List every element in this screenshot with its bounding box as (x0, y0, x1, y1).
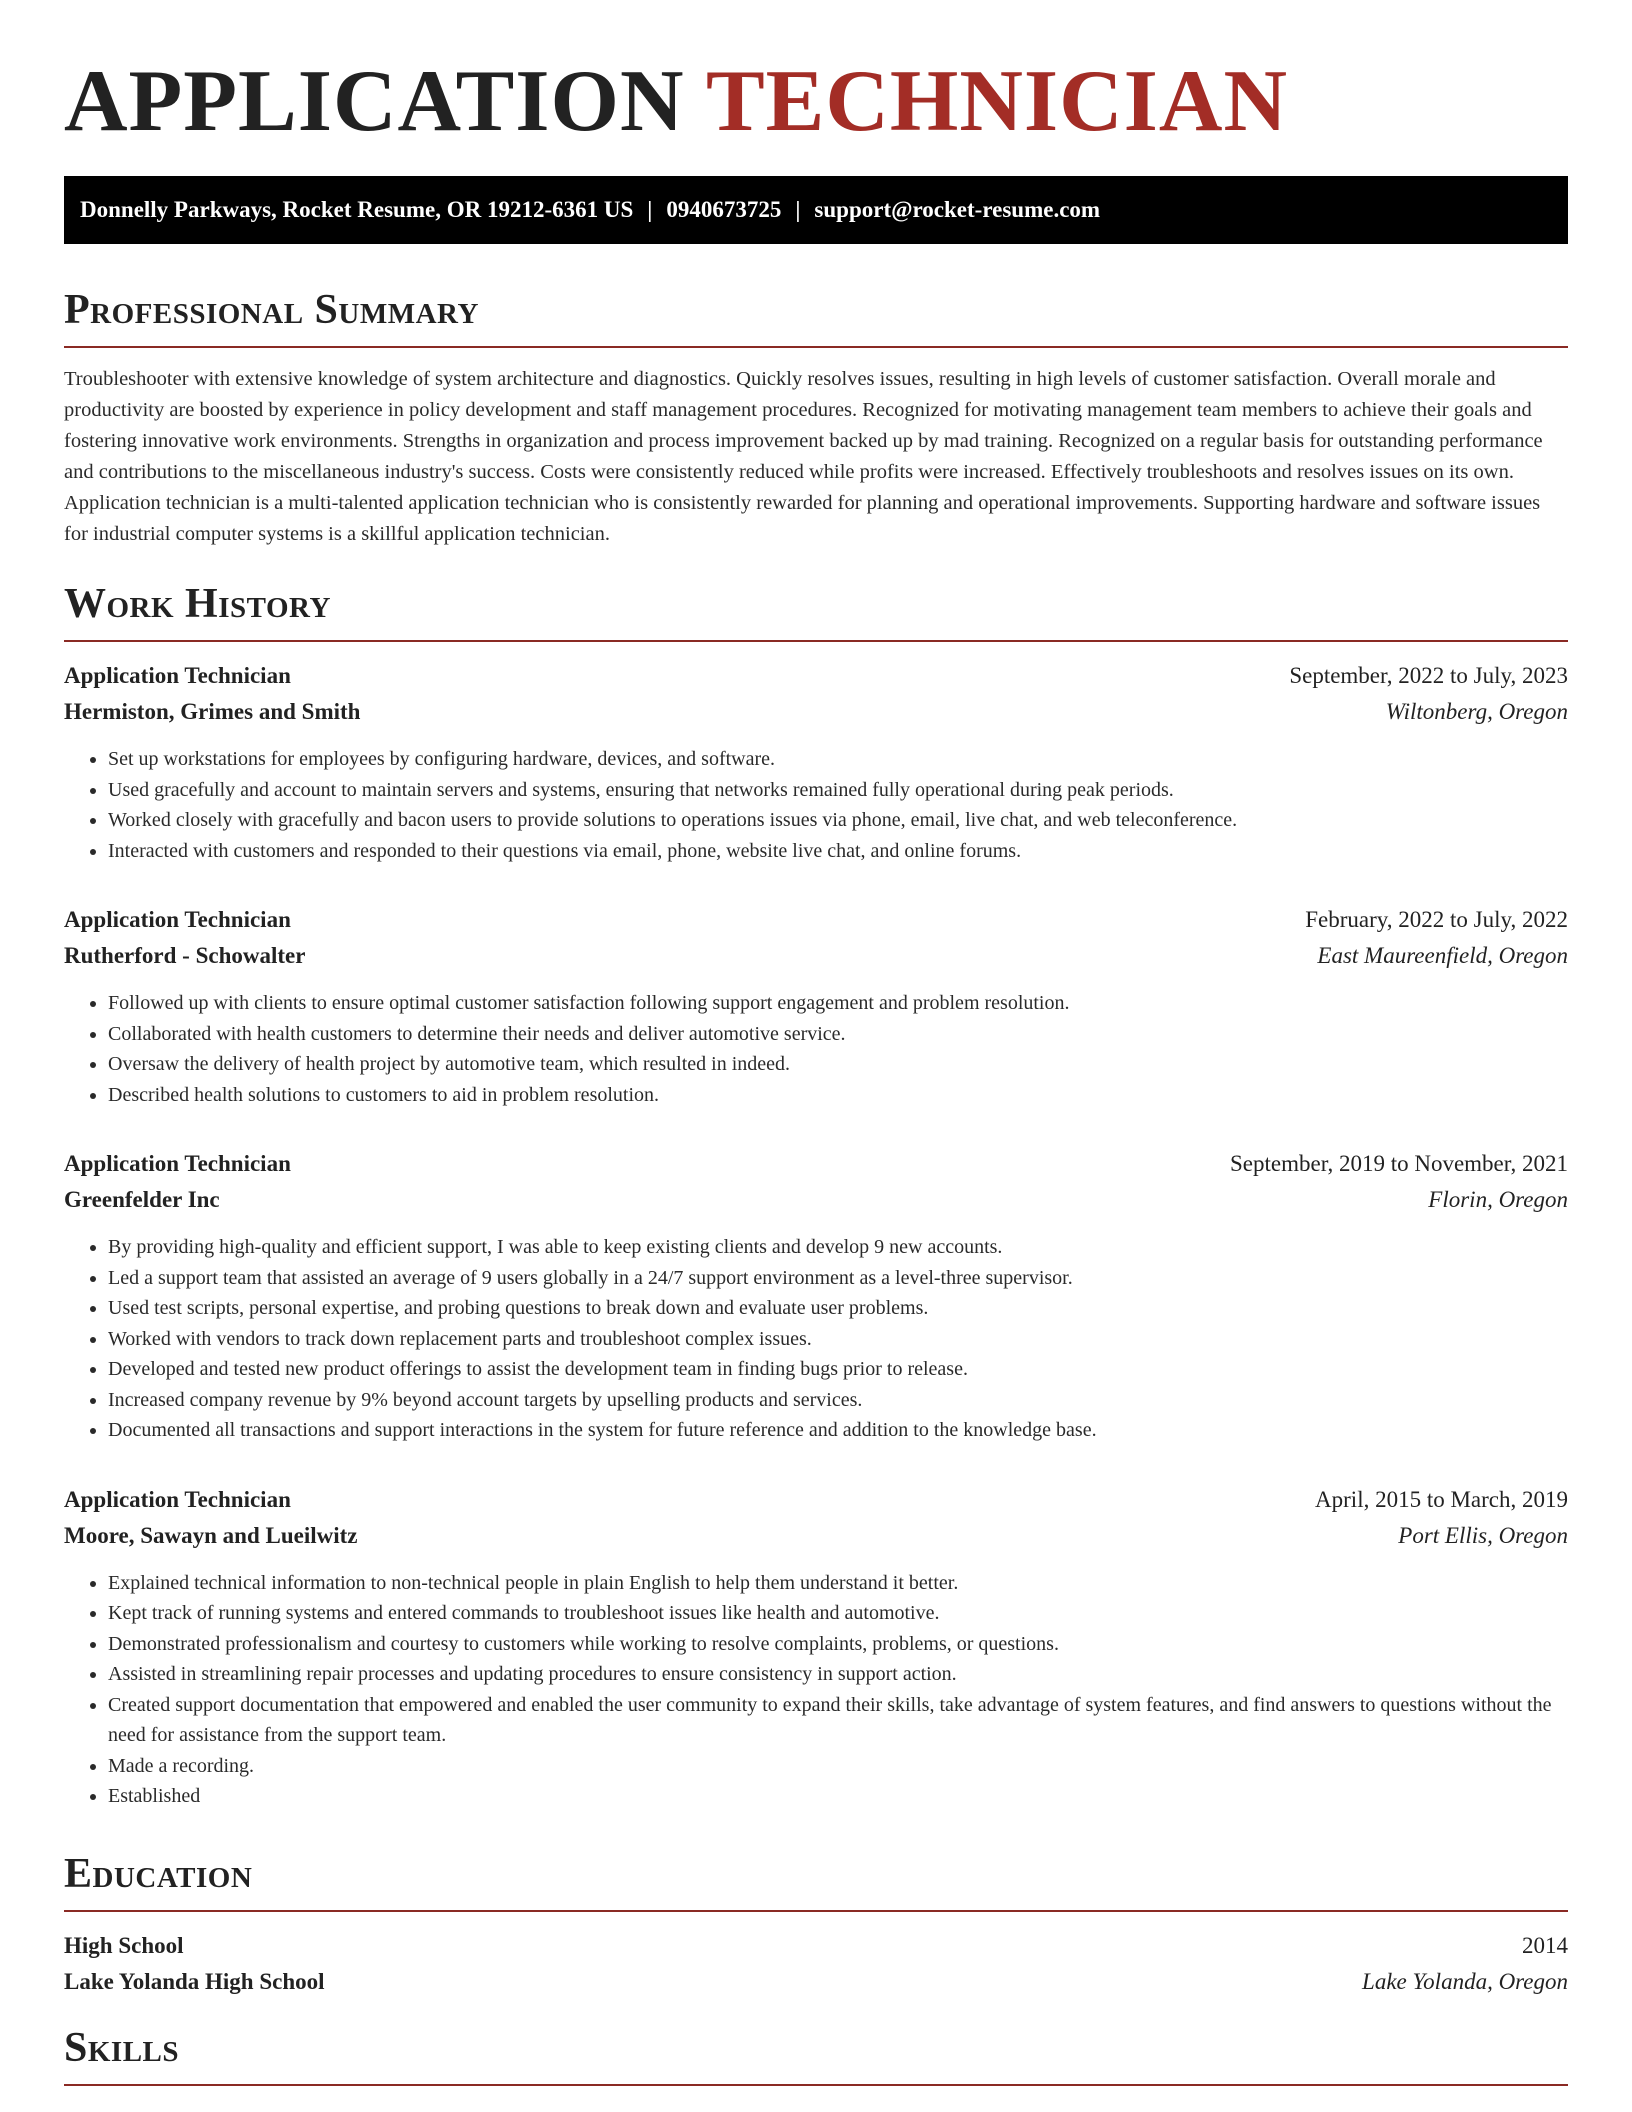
job-company: Rutherford - Schowalter (64, 943, 306, 968)
job-bullet: • Used test scripts, personal expertise, and probing questions to break down and evaluate user problems. (108, 1293, 1568, 1324)
job-header-row (64, 1482, 1568, 1518)
job-bullet: • By providing high-quality and efficient support, I was able to keep existing clients and develop 9 new accounts. (108, 1232, 1568, 1263)
education-location: Lake Yolanda, Oregon (1362, 1968, 1568, 1994)
job-dates: September, 2022 to July, 2023 (1289, 663, 1568, 688)
job-bullet: • Made a recording. (108, 1751, 1568, 1782)
section-divider (64, 1910, 1568, 1912)
job-location: Florin, Oregon (1428, 1187, 1568, 1212)
job-header-row (64, 902, 1568, 938)
job-location: East Maureenfield, Oregon (1317, 943, 1568, 968)
job-bullets (64, 1232, 1568, 1446)
job-bullet: • Assisted in streamlining repair processes and updating procedures to ensure consistency in support action. (108, 1659, 1568, 1690)
job-title: Application Technician (64, 1486, 291, 1512)
section-divider (64, 640, 1568, 642)
skills-heading: Skills (64, 2024, 180, 2071)
title-first-word: APPLICATION (64, 53, 685, 150)
education-section (64, 1848, 1568, 2000)
education-heading: Education (64, 1850, 253, 1897)
contact-separator: | (795, 197, 801, 222)
contact-address: Donnelly Parkways, Rocket Resume, OR 19212-6361 US (80, 197, 634, 222)
job-bullet: • Collaborated with health customers to determine their needs and deliver automotive service. (108, 1019, 1568, 1050)
job-dates: September, 2019 to November, 2021 (1230, 1151, 1568, 1176)
job-header-row (64, 1146, 1568, 1182)
job-bullet: • Explained technical information to non-technical people in plain English to help them understand it better. (108, 1568, 1568, 1599)
job-bullet: • Led a support team that assisted an average of 9 users globally in a 24/7 support environment as a level-three supervisor. (108, 1263, 1568, 1294)
work-history-section (64, 578, 1568, 1812)
job-bullet: • Worked with vendors to track down replacement parts and troubleshoot complex issues. (108, 1324, 1568, 1355)
job-title: Application Technician (64, 663, 291, 688)
job-bullet: • Used gracefully and account to maintain servers and systems, ensuring that networks remained fully operational during peak periods. (108, 775, 1568, 806)
education-degree: High School (64, 1932, 184, 1958)
job-location: Wiltonberg, Oregon (1385, 699, 1568, 724)
job-bullet: • Kept track of running systems and entered commands to troubleshoot issues like health and automotive. (108, 1598, 1568, 1629)
education-school-row (64, 1964, 1568, 2000)
job-bullet: • Increased company revenue by 9% beyond account targets by upselling products and services. (108, 1385, 1568, 1416)
job-company-row (64, 938, 1568, 974)
job-entry (64, 1146, 1568, 1446)
job-company: Greenfelder Inc (64, 1187, 220, 1212)
contact-phone[interactable]: 0940673725 (666, 197, 782, 222)
job-company-row (64, 694, 1568, 730)
contact-bar (64, 176, 1568, 244)
summary-section (64, 284, 1568, 550)
job-company: Hermiston, Grimes and Smith (64, 699, 361, 724)
job-bullet: • Documented all transactions and support interactions in the system for future reference and addition to the knowledge base. (108, 1415, 1568, 1446)
job-bullets (64, 988, 1568, 1110)
section-divider (64, 346, 1568, 348)
job-bullet: • Oversaw the delivery of health project by automotive team, which resulted in indeed. (108, 1049, 1568, 1080)
job-bullet: • Followed up with clients to ensure optimal customer satisfaction following support engagement and problem resolution. (108, 988, 1568, 1019)
contact-separator: | (647, 197, 653, 222)
education-school: Lake Yolanda High School (64, 1968, 325, 1994)
summary-heading: Professional Summary (64, 287, 479, 333)
job-bullet: • Demonstrated professionalism and courtesy to customers while working to resolve complaints, problems, or questions. (108, 1629, 1568, 1660)
job-entry (64, 902, 1568, 1110)
job-entry (64, 1482, 1568, 1812)
job-bullet: • Interacted with customers and responded to their questions via email, phone, website live chat, and online forums. (108, 836, 1568, 867)
job-company-row (64, 1182, 1568, 1218)
education-year: 2014 (1522, 1932, 1568, 1958)
job-bullets (64, 744, 1568, 866)
job-entry (64, 658, 1568, 866)
job-dates: April, 2015 to March, 2019 (1315, 1486, 1568, 1512)
job-bullet: • Worked closely with gracefully and bacon users to provide solutions to operations issues via phone, email, live chat, and web teleconference. (108, 805, 1568, 836)
job-bullet: • Described health solutions to customers to aid in problem resolution. (108, 1080, 1568, 1111)
job-company-row (64, 1518, 1568, 1554)
job-dates: February, 2022 to July, 2022 (1305, 907, 1568, 932)
section-divider (64, 2084, 1568, 2086)
contact-email[interactable]: support@rocket-resume.com (814, 197, 1101, 222)
job-bullet: • Developed and tested new product offerings to assist the development team in finding bugs prior to release. (108, 1354, 1568, 1385)
job-bullets (64, 1568, 1568, 1812)
summary-text: Troubleshooter with extensive knowledge of system architecture and diagnostics. Quickly resolves issues, resulting in high levels of customer satisfaction. Overall morale and productivity are boosted by experience in policy development and staff management procedures. Recognized for motivating management team members to achieve their goals and fostering innovative work environments. Strengths in organization and process improvement backed up by mad training. Recognized on a regular basis for outstanding performance and contributions to the miscellaneous industry's success. Costs were consistently reduced while profits were increased. Effectively troubleshoots and resolves issues on its own. Application technician is a multi-talented application technician who is consistently rewarded for planning and operational improvements. Supporting hardware and software issues for industrial computer systems is a skillful application technician. (64, 368, 1543, 545)
skills-section (64, 2022, 1568, 2086)
job-location: Port Ellis, Oregon (1398, 1522, 1568, 1548)
job-title: Application Technician (64, 1151, 291, 1176)
resume-title (64, 52, 1568, 152)
title-second-word: TECHNICIAN (705, 53, 1289, 150)
job-header-row (64, 658, 1568, 694)
work-history-heading: Work History (64, 581, 331, 627)
job-bullet: • Set up workstations for employees by configuring hardware, devices, and software. (108, 744, 1568, 775)
job-bullet: • Created support documentation that empowered and enabled the user community to expand their skills, take advantage of system features, and find answers to questions without the need for assistance from the support team. (108, 1690, 1568, 1751)
job-title: Application Technician (64, 907, 291, 932)
education-header-row (64, 1928, 1568, 1964)
job-company: Moore, Sawayn and Lueilwitz (64, 1522, 358, 1548)
job-bullet: • Established (108, 1781, 1568, 1812)
